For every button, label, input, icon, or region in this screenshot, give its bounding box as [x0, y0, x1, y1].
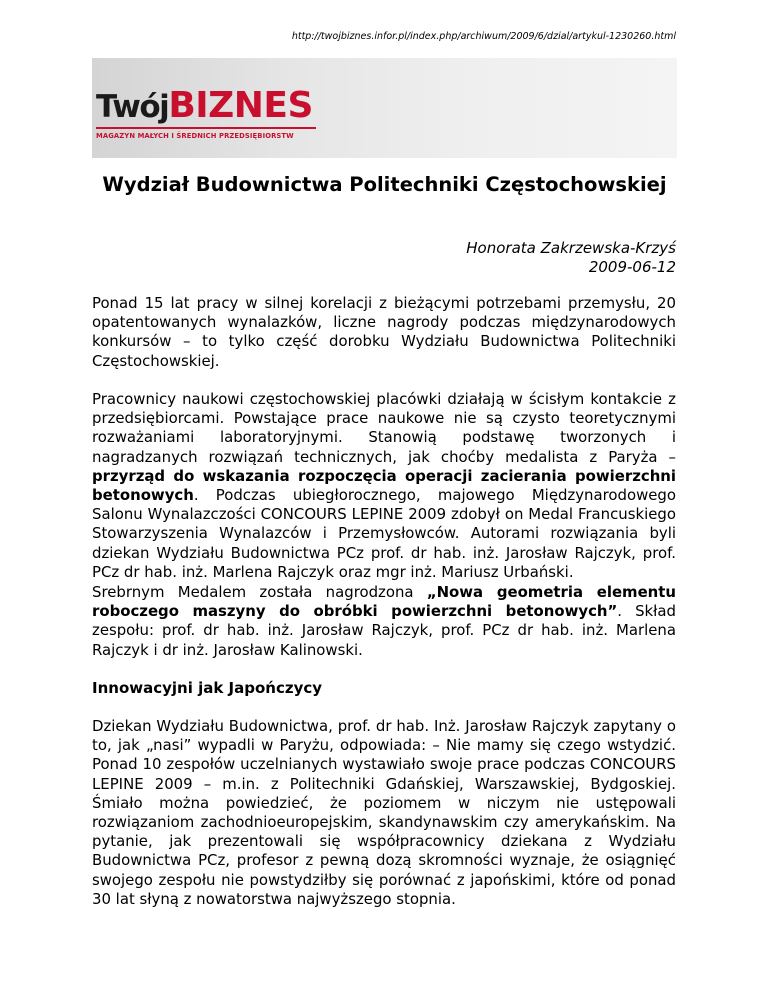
paragraph-dean-interview: Dziekan Wydziału Budownictwa, prof. dr hab. Inż. Jarosław Rajczyk zapytany o to, jak „nasi” wypadli w Paryżu, odpowiada: – Nie mamy się czego wstydzić. Ponad 10 zespołów uczelnianych wystawiało swoje prace podczas CONCOURS LEPINE 2009 – m.in. z Politechniki Gdańskiej, Warszawskiej, Bydgoskiej. Śmiało można powiedzieć, że poziomem w niczym nie ustępowali rozwiązaniom zachodnioeuropejskim, skandynawskim czy amerykańskim. Na pytanie, jak prezentowali się współpracownicy dziekana z Wydziału Budownictwa PCz, profesor z pewną dozą skromności wyznaje, że osiągnięć swojego zespołu nie powstydziłby się porównać z japońskimi, które od ponad 30 lat słyną z nowatorstwa najwyższego stopnia. — [92, 717, 676, 908]
paragraph-staff-text-2: . Podczas ubiegłorocznego, majowego Międzynarodowego Salonu Wynalazczości CONCOURS LEPINE 2009 zdobył on Medal Francuskiego Stowarzyszenia Wynalazców i Przemysłowców. Autorami rozwiązania byli dziekan Wydziału Budownictwa PCz prof. dr hab. inż. Jarosław Rajczyk, prof. PCz dr hab. inż. Marlena Rajczyk oraz mgr inż. Mariusz Urbański. — [92, 486, 676, 581]
paragraph-intro: Ponad 15 lat pracy w silnej korelacji z bieżącymi potrzebami przemysłu, 20 opatentowanych wynalazków, liczne nagrody podczas międzynarodowych konkursów – to tylko część dorobku Wydziału Budownictwa Politechniki Częstochowskiej. — [92, 294, 676, 370]
article-date: 2009-06-12 — [588, 258, 676, 276]
logo-twoj-text: Twój — [96, 89, 169, 125]
paragraph-silver-text-2: . Skład zespołu: prof. dr hab. inż. Jarosław Rajczyk, prof. PCz dr hab. inż. Marlena Rajczyk i dr inż. Jarosław Kalinowski. — [92, 602, 676, 659]
silver-medal-invention-bold: „Nowa geometria elementu roboczego maszyny do obróbki powierzchni betonowych” — [92, 583, 676, 621]
paragraph-silver-text-1: Srebrnym Medalem została nagrodzona — [92, 583, 427, 601]
logo-subtitle: MAGAZYN MAŁYCH I ŚREDNICH PRZEDSIĘBIORSTW — [96, 132, 294, 140]
article-title: Wydział Budownictwa Politechniki Częstochowskiej — [102, 173, 667, 196]
paragraph-staff — [92, 390, 676, 582]
source-url: http://twojbiznes.infor.pl/index.php/archiwum/2009/6/dzial/artykul-1230260.html — [291, 31, 676, 42]
article-author: Honorata Zakrzewska-Krzyś — [466, 239, 676, 257]
logo-biznes-text: BIZNES — [168, 85, 313, 126]
magazine-banner — [92, 58, 677, 158]
paragraph-staff-text-1: Pracownicy naukowi częstochowskiej placówki działają w ścisłym kontakcie z przedsiębiorcami. Powstające prace naukowe nie są czysto teoretycznymi rozważaniami laboratoryjnymi. Stanowią podstawę tworzonych i nagradzanych rozwiązań technicznych, jak choćby medalista z Paryża – — [92, 390, 676, 466]
invention-name-bold: przyrząd do wskazania rozpoczęcia operacji zacierania powierzchni betonowych — [92, 466, 676, 505]
section-heading: Innowacyjni jak Japończycy — [92, 679, 323, 697]
logo-divider — [96, 127, 316, 129]
twoj-biznes-logo — [96, 85, 316, 140]
paragraph-silver-medal — [92, 583, 676, 660]
